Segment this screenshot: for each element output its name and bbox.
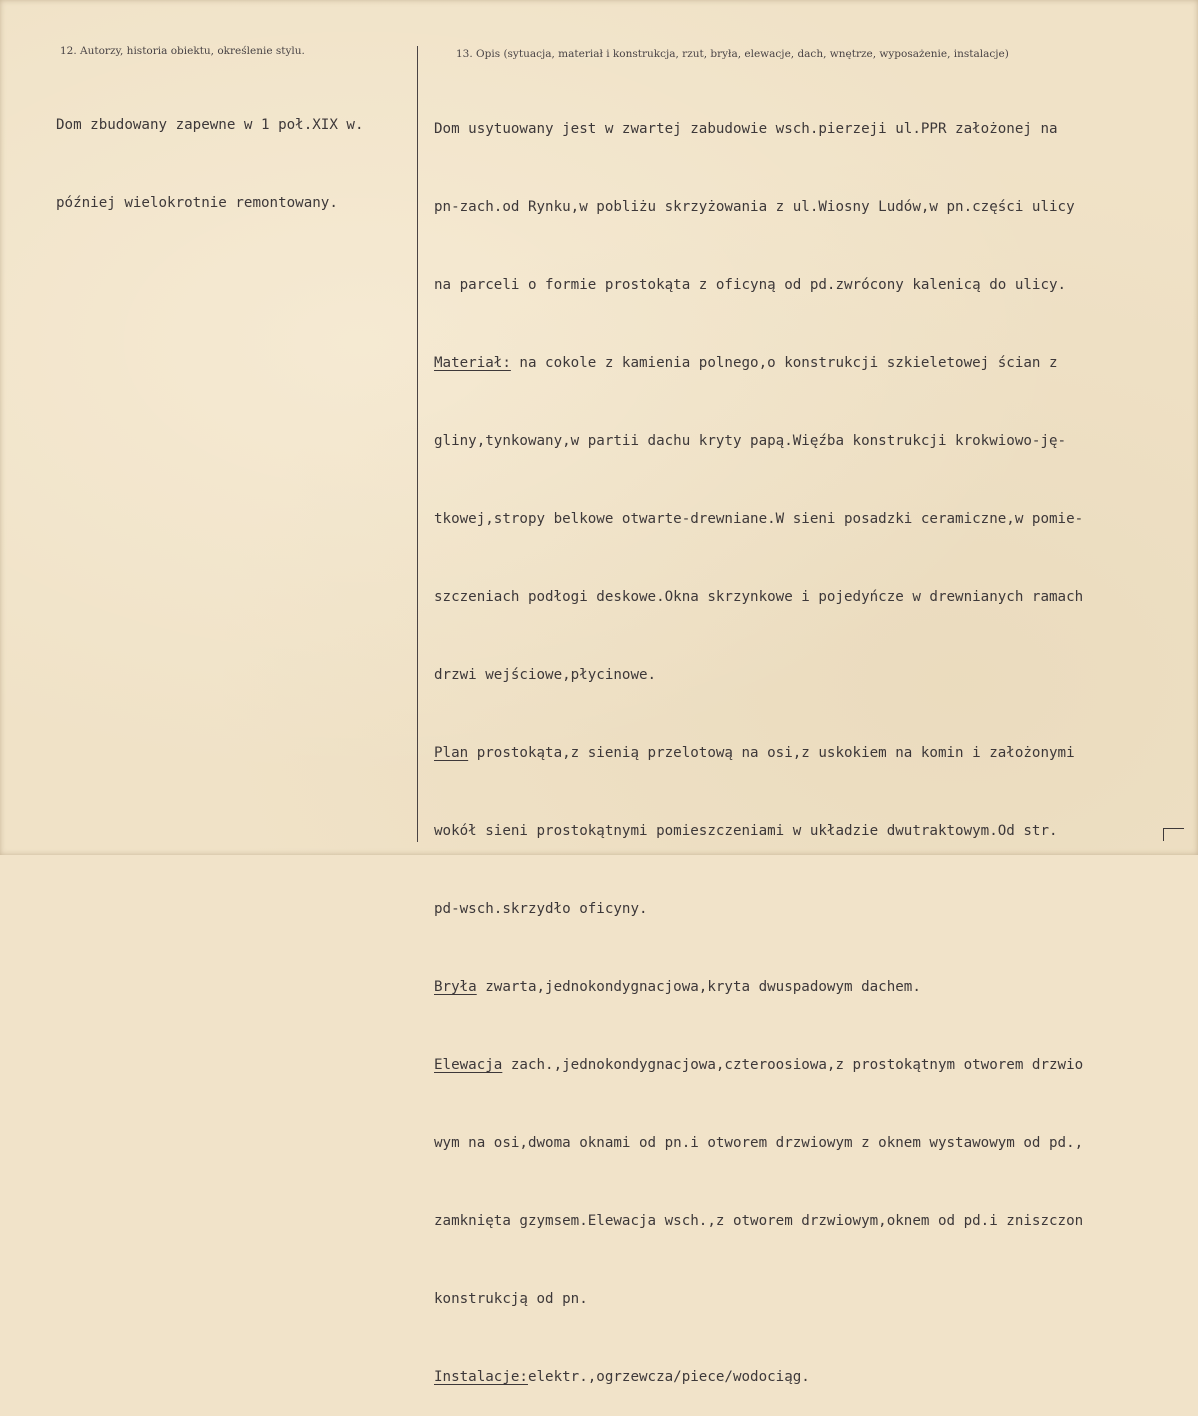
bryla-label: Bryła	[434, 979, 477, 995]
section-13-line: Instalacje:elektr.,ogrzewcza/piece/wodociąg.	[434, 1369, 810, 1385]
column-divider	[417, 46, 418, 842]
section-12-text	[56, 60, 364, 242]
section-13-line: Bryła zwarta,jednokondygnacjowa,kryta dwuspadowym dachem.	[434, 979, 921, 995]
elewacja-label: Elewacja	[434, 1057, 503, 1073]
section-13-line: Plan prostokąta,z sienią przelotową na osi,z uskokiem na komin i założonymi	[434, 745, 1075, 761]
section-13-line: pd-wsch.skrzydło oficyny.	[434, 901, 648, 917]
section-13-line: wokół sieni prostokątnymi pomieszczeniami w układzie dwutraktowym.Od str.	[434, 823, 1058, 839]
section-13-line: pn-zach.od Rynku,w pobliżu skrzyżowania z ul.Wiosny Ludów,w pn.części ulicy	[434, 199, 1075, 215]
instalacje-label: Instalacje:	[434, 1369, 528, 1385]
section-12-line: Dom zbudowany zapewne w 1 poł.XIX w.	[56, 117, 364, 133]
section-13-line: zamknięta gzymsem.Elewacja wsch.,z otworem drzwiowym,oknem od pd.i zniszczon	[434, 1213, 1084, 1229]
material-label: Materiał:	[434, 355, 511, 371]
section-13-line: Materiał: na cokole z kamienia polnego,o konstrukcji szkieletowej ścian z	[434, 355, 1058, 371]
plan-label: Plan	[434, 745, 469, 761]
section-13-line: Dom usytuowany jest w zwartej zabudowie wsch.pierzeji ul.PPR założonej na	[434, 121, 1058, 137]
section-13-line: Elewacja zach.,jednokondygnacjowa,czteroosiowa,z prostokątnym otworem drzwio	[434, 1057, 1084, 1073]
section-12-line: później wielokrotnie remontowany.	[56, 195, 338, 211]
section-13-line: konstrukcją od pn.	[434, 1291, 588, 1307]
section-13-line: drzwi wejściowe,płycinowe.	[434, 667, 657, 683]
section-13-line: wym na osi,dwoma oknami od pn.i otworem drzwiowym z oknem wystawowym od pd.,	[434, 1135, 1084, 1151]
section-13-line: tkowej,stropy belkowe otwarte-drewniane.W sieni posadzki ceramiczne,w pomie-	[434, 511, 1084, 527]
corner-mark	[1163, 828, 1184, 841]
section-13-line: na parceli o formie prostokąta z oficyną od pd.zwrócony kalenicą do ulicy.	[434, 277, 1067, 293]
section-13-line: gliny,tynkowany,w partii dachu kryty papą.Więźba konstrukcji krokwiowo-ję-	[434, 433, 1067, 449]
section-13-text	[434, 64, 1083, 1416]
section-13-line: szczeniach podłogi deskowe.Okna skrzynkowe i pojedyńcze w drewnianych ramach	[434, 589, 1084, 605]
section-12-heading: 12. Autorzy, historia obiektu, określenie stylu.	[60, 45, 305, 57]
section-13-heading: 13. Opis (sytuacja, materiał i konstrukcja, rzut, bryła, elewacje, dach, wnętrze, wyposażenie, instalacje)	[456, 48, 1009, 60]
